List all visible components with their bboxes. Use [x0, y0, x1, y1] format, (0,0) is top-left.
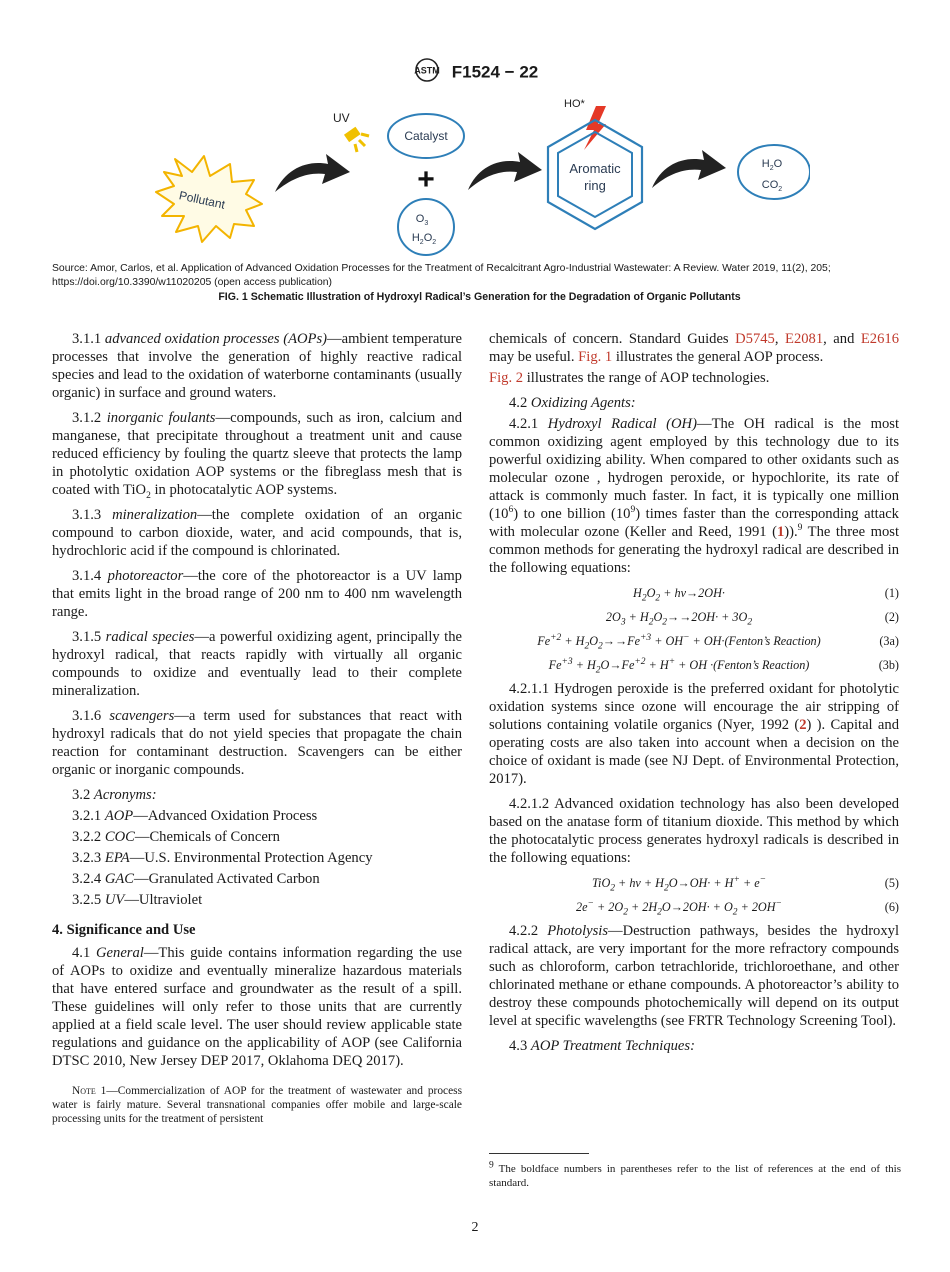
section-4-2-heading: 4.2 Oxidizing Agents: — [509, 395, 636, 411]
section-4-1: 4.1 General—This guide contains information regarding the use of AOPs to oxidize and eventually mineralize hazardous materials that have entered surface and groundwater as the result of a spill. These guidelines will only refer to those units that are currently applied at a field scale level. The user should review applicable state regulations and guidance on the applicability of AOP (see California DTSC 2010, New Jersey DEP 2017, Oklahoma DEQ 2017). — [52, 945, 462, 1069]
link-fig-1[interactable]: Fig. 1 — [578, 349, 613, 365]
definition-3-1-5: 3.1.5 radical species—a powerful oxidizing agent, principally the hydroxyl radical, that reacts rapidly with virtually all organic compounds to oxidize and eventually lead to their complete mineralization. — [52, 629, 463, 699]
lightning-bolt-icon — [584, 106, 606, 150]
acronym-3-2-5: 3.2.5 UV—Ultraviolet — [72, 892, 203, 908]
figure-source: Source: Amor, Carlos, et al. Application of Advanced Oxidation Processes for the Treatment of Recalcitrant Agro-Industrial Wastewater: A Review. Water 2019, 11(2), 205; https://doi.org/10.3390/w11020205 (open access publication) — [52, 263, 831, 288]
fig-2-reference: Fig. 2 illustrates the range of AOP technologies. — [489, 370, 770, 386]
reference-link-2[interactable]: 2 — [799, 717, 807, 733]
hydrogen-peroxide-formula: $H_2O_2$ — [411, 232, 437, 246]
page-header — [0, 58, 950, 87]
link-e2081[interactable]: E2081 — [785, 331, 824, 347]
oxidant-ellipse — [398, 199, 454, 255]
arrow-1-icon — [275, 154, 350, 192]
uv-label: UV — [333, 111, 350, 125]
carbon-dioxide-formula: $CO_2$ — [761, 179, 783, 193]
equation-3b: $Fe^{+3} + H_2O\to Fe^{+2} + H^+$ + OH ·(Fenton’s Reaction) (3b) — [548, 656, 899, 676]
hydroxyl-radical-label: HO* — [564, 98, 585, 110]
link-fig-2[interactable]: Fig. 2 — [489, 370, 524, 386]
continuation-paragraph: chemicals of concern. Standard Guides D5745, E2081, and E2616 may be useful. Fig. 1 illustrates the general AOP process. — [489, 331, 899, 365]
acronym-3-2-2: 3.2.2 COC—Chemicals of Concern — [72, 829, 280, 845]
equation-5: TiO$_2$ + hv + $H_2O\to OH\cdot + H^+ + e^-$ (5) — [591, 874, 899, 894]
footnote-9: $^9$ The boldface numbers in parentheses refer to the list of references at the end of this standard. — [489, 1160, 901, 1189]
catalyst-label: Catalyst — [404, 129, 448, 143]
standard-designation: F1524 − 22 — [451, 62, 539, 82]
acronym-3-2-1: 3.2.1 AOP—Advanced Oxidation Process — [72, 808, 318, 824]
footnote-mark: 9 — [797, 523, 803, 534]
reference-link-1[interactable]: 1 — [776, 524, 785, 540]
pollutant-label: Pollutant — [177, 188, 227, 212]
figure-1-schematic — [150, 92, 810, 264]
definition-3-1-6: 3.1.6 scavengers—a term used for substances that react with hydroxyl radicals that do not yield species that propagate the chain reaction for contaminant destruction. Scavengers can be either organic or inorganic compounds. — [52, 708, 462, 778]
water-formula: $H_2O$ — [761, 158, 783, 172]
link-e2616[interactable]: E2616 — [860, 331, 899, 347]
aromatic-ring-label-line1: Aromatic — [569, 161, 621, 176]
acronym-3-2-4: 3.2.4 GAC—Granulated Activated Carbon — [72, 871, 320, 887]
svg-text:ASTM: ASTM — [414, 65, 440, 76]
section-4-2-2: 4.2.2 Photolysis—Destruction pathways, besides the hydroxyl radical attack, are very important for the more refractory compounds such as chloroform, carbon tetrachloride, trichloroethane, and other chlorinated methane or ethane compounds. A photoreactor’s ability to destroy these compounds photochemically will depend on its output level at specific wavelengths (see FRTR Technology Screening Tool). — [489, 923, 899, 1029]
section-4-2-1-2: 4.2.1.2 Advanced oxidation technology has also been developed based on the anatase form of titanium dioxide. This method by which the photocatalytic process generates hydroxyl radicals is described in the following equations: — [489, 796, 899, 866]
aromatic-ring-label-line2: ring — [584, 178, 606, 193]
section-4-heading: 4. Significance and Use — [52, 922, 196, 938]
equation-1: $H_2O_2 + hv\to 2OH\cdot$ (1) — [633, 586, 899, 604]
equation-3a: $Fe^{+2} + H_2O_2\to\to Fe^{+3} + OH^-$ + OH·(Fenton’s Reaction) (3a) — [537, 632, 899, 652]
astm-logo-icon — [412, 58, 442, 87]
definition-3-1-4: 3.1.4 photoreactor—the core of the photoreactor is a UV lamp that emits light in the broad range of 200 nm to 400 nm wavelength range. — [52, 568, 462, 620]
definition-3-1-1: 3.1.1 advanced oxidation processes (AOPs)—ambient temperature processes that involve the generation of highly reactive radical species and lead to the oxidation of waterborne contaminants (usually organic) in surface and ground waters. — [52, 331, 462, 401]
definition-3-1-2: 3.1.2 inorganic foulants—compounds, such as iron, calcium and manganese, that precipitate throughout a treatment unit and cause reduced efficiency by fouling the quartz sleeve that protects the lamp in photolytic oxidation AOP systems or the fibreglass mesh that is coated with TiO$_2$ in photocatalytic AOP systems. — [52, 410, 462, 501]
right-column — [489, 330, 899, 1062]
section-4-2-1-1: 4.2.1.1 Hydrogen peroxide is the preferred oxidant for photolytic oxidation systems since ozone will encourage the air stripping of solutions containing volatile organics (Nyer, 1992 (2) ). Capital and operating costs are also taken into account when a decision on the choice of oxidant is made (see NJ Dept. of Environmental Protection, 2017). — [489, 681, 899, 787]
page-number: 2 — [471, 1220, 479, 1235]
uv-lamp-icon — [344, 127, 369, 152]
note-1: Note 1—Commercialization of AOP for the treatment of wastewater and process water is fairly mature. Several transnational companies offer mobile and large-scale processing units for the treatment of persistent — [52, 1085, 462, 1125]
arrow-2-icon — [468, 152, 542, 190]
acronym-3-2-3: 3.2.3 EPA—U.S. Environmental Protection Agency — [72, 850, 373, 866]
left-column — [52, 330, 462, 1126]
equation-2: $2O_3 + H_2O_2\to\to 2OH\cdot + 3O_2$ (2) — [605, 610, 899, 628]
ozone-formula: $O_3$ — [415, 213, 429, 227]
link-d5745[interactable]: D5745 — [735, 331, 775, 347]
figure-caption: FIG. 1 Schematic Illustration of Hydroxyl Radical’s Generation for the Degradation of Organic Pollutants — [218, 291, 741, 303]
definition-3-1-3: 3.1.3 mineralization—the complete oxidation of an organic compound to carbon dioxide, water, and acid compounds, that is, hydrochloric acid if the compound is chlorinated. — [52, 507, 462, 559]
equation-6: $2e^- + 2O_2 + 2H_2O\to 2OH\cdot + O_2 + 2OH^-$ (6) — [576, 898, 899, 918]
plus-sign: + — [417, 163, 435, 196]
section-4-2-1: 4.2.1 Hydroxyl Radical (OH)—The OH radical is the most common oxidizing agent employed by this technology due to its powerful oxidizing ability. When compared to other oxidants such as molecular ozone , hydrogen peroxide, or hypochlorite, its rate of attack is commonly much faster. In fact, it is typically one million $(10^6)$ to one billion $(10^9)$ times faster than the corresponding attack with molecular ozone (Keller and Reed, 1991 (1)).$^9$ The three most common methods for generating the hydroxyl radical are described in the following equations: — [489, 416, 900, 576]
section-4-3-heading: 4.3 AOP Treatment Techniques: — [509, 1038, 695, 1054]
arrow-3-icon — [652, 150, 726, 188]
section-3-2-heading: 3.2 Acronyms: — [72, 787, 157, 803]
footnote-divider — [489, 1153, 589, 1154]
